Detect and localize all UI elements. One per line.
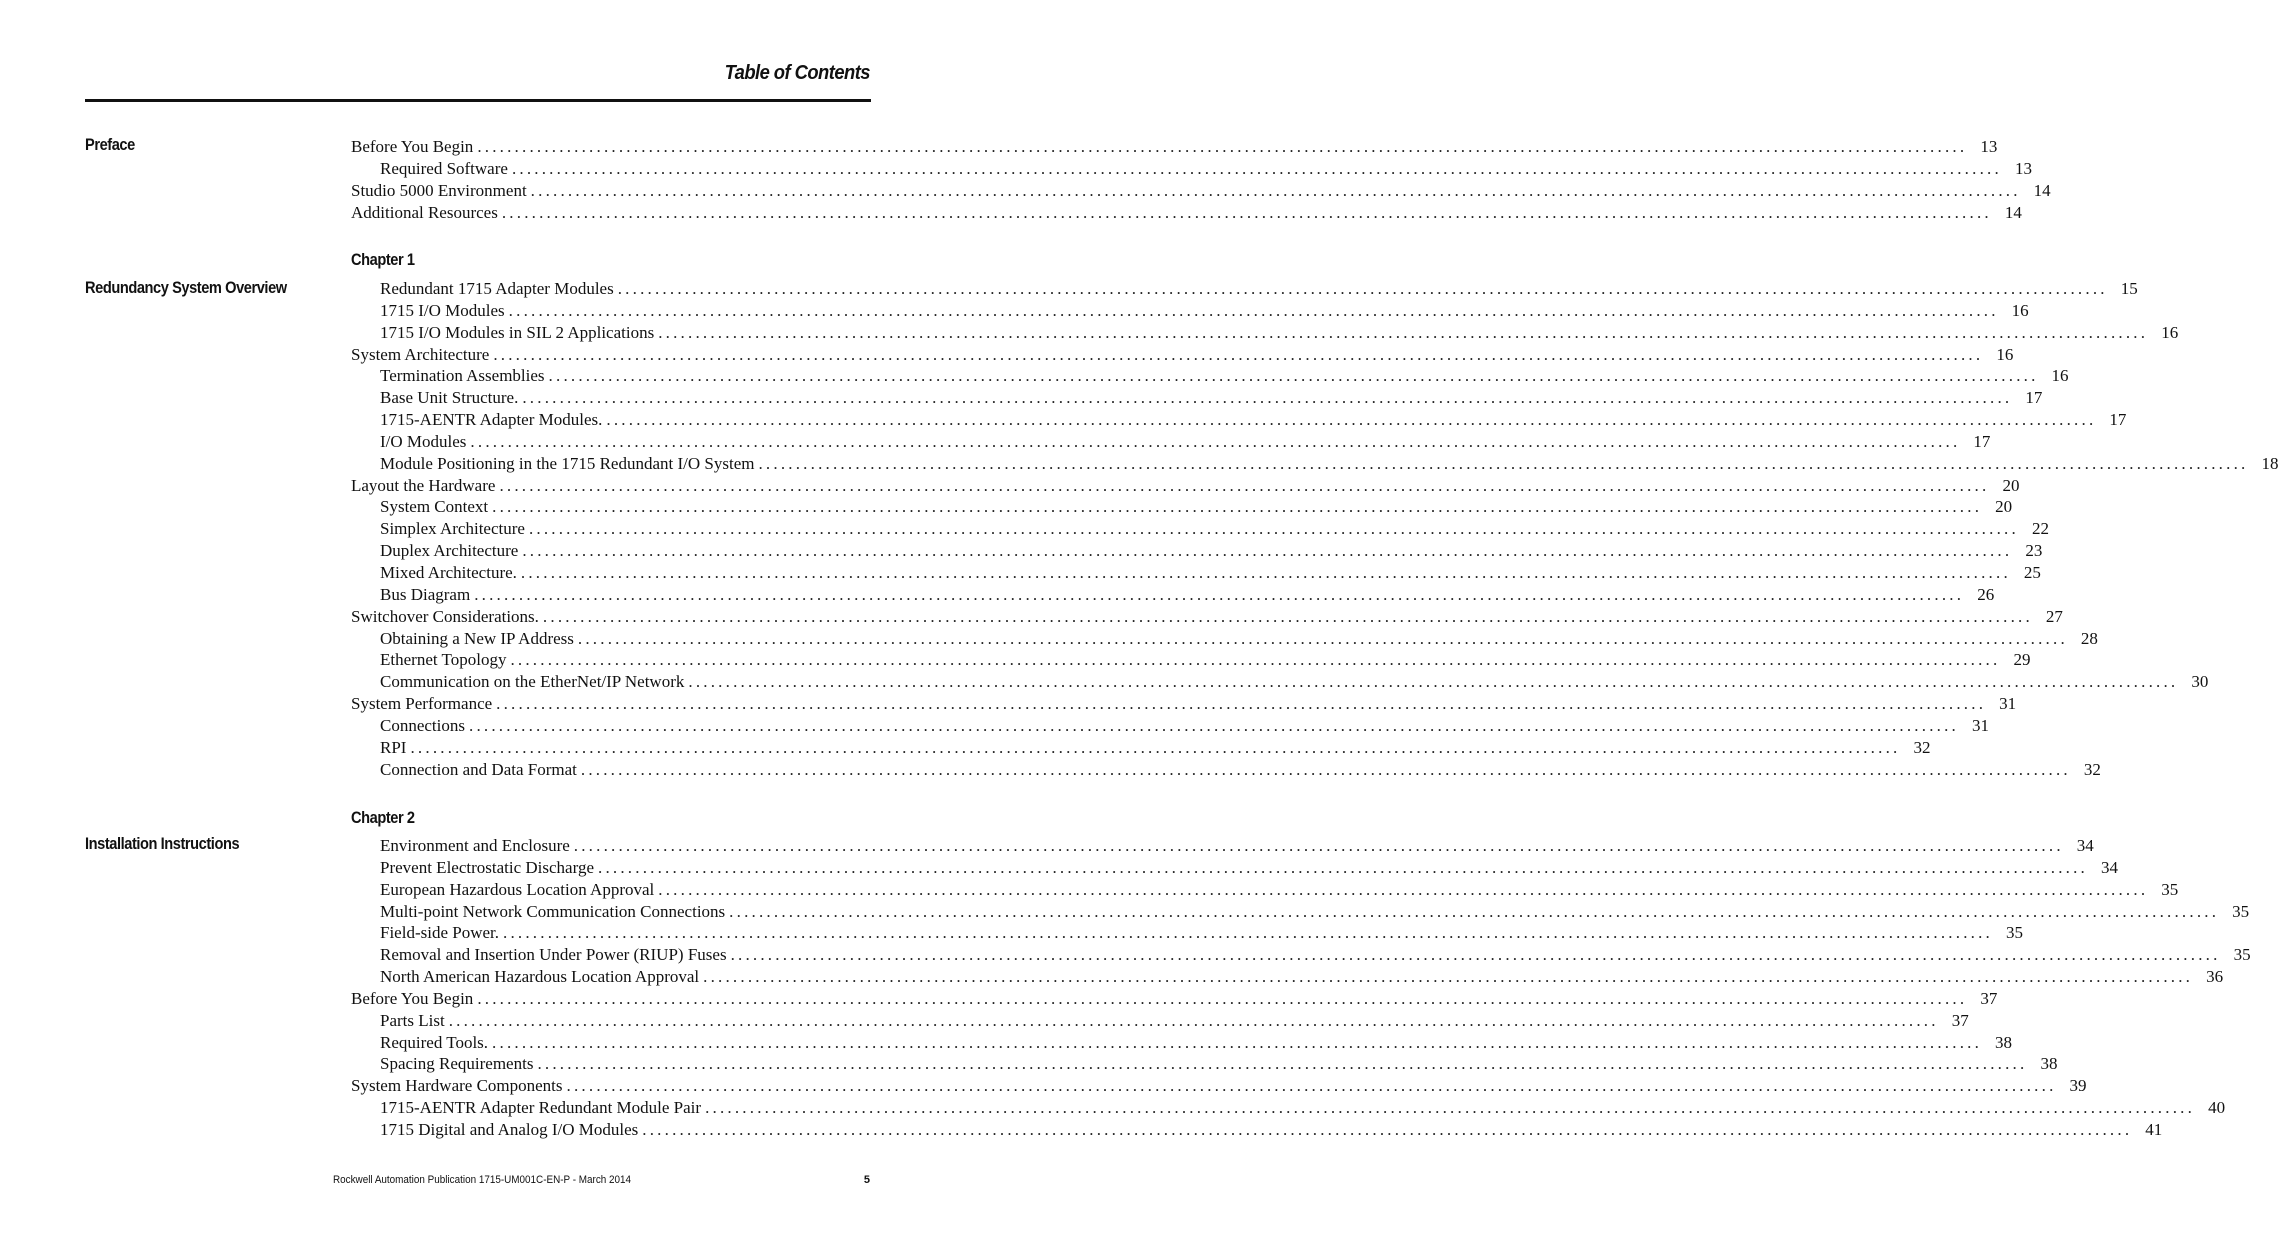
- toc-entry-page-number: 26: [1977, 584, 1995, 604]
- toc-entry-title: System Hardware Components: [351, 1076, 563, 1096]
- toc-entry-title: 1715 Digital and Analog I/O Modules: [380, 1119, 639, 1139]
- toc-entry[interactable]: [380, 1053, 2058, 1075]
- dot-leader: ........................................................................................................................................................................................................: [688, 672, 2179, 692]
- toc-entry-page-number: 18: [2261, 453, 2278, 473]
- dot-leader: ........................................................................................................................................................................................................: [522, 541, 2013, 561]
- section-title-redundancy-system-overview: Redundancy System Overview: [85, 278, 287, 297]
- toc-entry-title: Connection and Data Format: [380, 759, 577, 779]
- toc-entry[interactable]: [351, 344, 2014, 366]
- toc-entry-title: Communication on the EtherNet/IP Network: [380, 672, 685, 692]
- toc-entry-title: Mixed Architecture.: [380, 562, 517, 582]
- toc-entry-page-number: 40: [2208, 1098, 2226, 1118]
- dot-leader: ........................................................................................................................................................................................................: [496, 694, 1987, 714]
- toc-entry-page-number: 31: [1999, 694, 2017, 714]
- toc-entry[interactable]: [380, 431, 1991, 453]
- toc-entry-page-number: 32: [2083, 759, 2101, 779]
- toc-entry-page-number: 17: [1973, 431, 1991, 451]
- section-title-preface: Preface: [85, 135, 135, 154]
- toc-entry-title: Required Software: [380, 158, 508, 178]
- toc-entry-page-number: 16: [2011, 300, 2029, 320]
- toc-entry[interactable]: [380, 901, 2250, 923]
- toc-entry-title: Base Unit Structure.: [380, 388, 519, 408]
- toc-entry[interactable]: [380, 387, 2043, 409]
- dot-leader: ........................................................................................................................................................................................................: [606, 410, 2097, 430]
- toc-entry-title: System Context: [380, 497, 489, 517]
- chapter-1-label: Chapter 1: [351, 250, 415, 269]
- toc-entry-page-number: 38: [2040, 1054, 2058, 1074]
- header-rule: [85, 99, 871, 102]
- toc-entry[interactable]: [351, 202, 2022, 224]
- dot-leader: ........................................................................................................................................................................................................: [474, 584, 1965, 604]
- toc-entry[interactable]: [380, 1119, 2163, 1141]
- dot-leader: ........................................................................................................................................................................................................: [537, 1054, 2028, 1074]
- dot-leader: ........................................................................................................................................................................................................: [528, 519, 2019, 539]
- toc-entry-page-number: 25: [2023, 562, 2041, 582]
- toc-entry[interactable]: [380, 409, 2127, 431]
- toc-entry-title: Switchover Considerations.: [351, 606, 539, 626]
- dot-leader: ........................................................................................................................................................................................................: [642, 1119, 2133, 1139]
- dot-leader: ........................................................................................................................................................................................................: [658, 322, 2149, 342]
- toc-entry[interactable]: [380, 453, 2278, 475]
- toc-entry[interactable]: [351, 606, 2063, 628]
- toc-entry-page-number: 16: [1996, 344, 2014, 364]
- dot-leader: ........................................................................................................................................................................................................: [510, 650, 2001, 670]
- toc-entry-title: Field-side Power.: [380, 923, 499, 943]
- toc-entry[interactable]: [380, 1032, 2013, 1054]
- dot-leader: ........................................................................................................................................................................................................: [499, 475, 1990, 495]
- toc-entry-title: I/O Modules: [380, 431, 467, 451]
- dot-leader: ........................................................................................................................................................................................................: [522, 388, 2013, 408]
- toc-entry-page-number: 37: [1951, 1010, 1969, 1030]
- toc-entry[interactable]: [380, 649, 2031, 671]
- toc-entry-title: Parts List: [380, 1010, 445, 1030]
- toc-entry-page-number: 13: [1980, 137, 1998, 156]
- toc-entry-title: System Performance: [351, 694, 493, 714]
- toc-entry[interactable]: [380, 857, 2118, 879]
- toc-entry[interactable]: [380, 584, 1995, 606]
- dot-leader: ........................................................................................................................................................................................................: [658, 879, 2149, 899]
- toc-entry-page-number: 31: [1972, 715, 1989, 735]
- toc-entry-page-number: 35: [2233, 945, 2251, 965]
- toc-entry-page-number: 20: [2002, 475, 2020, 495]
- dot-leader: ........................................................................................................................................................................................................: [617, 279, 2108, 298]
- toc-entry[interactable]: [380, 322, 2179, 344]
- dot-leader: ........................................................................................................................................................................................................: [729, 901, 2220, 921]
- dot-leader: ........................................................................................................................................................................................................: [492, 1032, 1983, 1052]
- toc-entry[interactable]: [380, 944, 2251, 966]
- toc-entry-page-number: 35: [2006, 923, 2023, 943]
- toc-entry-title: 1715-AENTR Adapter Redundant Module Pair: [380, 1098, 702, 1118]
- toc-entry-page-number: 16: [2161, 322, 2179, 342]
- dot-leader: ........................................................................................................................................................................................................: [492, 497, 1983, 517]
- toc-entry[interactable]: [380, 835, 2094, 857]
- toc-entry[interactable]: [351, 180, 2051, 202]
- dot-leader: ........................................................................................................................................................................................................: [577, 628, 2068, 648]
- toc-entry-page-number: 16: [2051, 366, 2069, 386]
- dot-leader: ........................................................................................................................................................................................................: [542, 606, 2033, 626]
- dot-leader: ........................................................................................................................................................................................................: [705, 1098, 2196, 1118]
- toc-entry-title: 1715 I/O Modules: [380, 300, 505, 320]
- toc-entry-page-number: 34: [2076, 836, 2094, 855]
- dot-leader: ........................................................................................................................................................................................................: [566, 1076, 2057, 1096]
- toc-entry[interactable]: [380, 759, 2101, 781]
- toc-entry-title: Redundant 1715 Adapter Modules: [380, 279, 614, 298]
- toc-entry[interactable]: [351, 1075, 2087, 1097]
- dot-leader: ........................................................................................................................................................................................................: [703, 967, 2194, 987]
- toc-entry[interactable]: [351, 988, 1998, 1010]
- dot-leader: ........................................................................................................................................................................................................: [758, 453, 2249, 473]
- toc-entry-page-number: 14: [2004, 202, 2022, 222]
- toc-entry[interactable]: [380, 365, 2069, 387]
- dot-leader: ........................................................................................................................................................................................................: [580, 759, 2071, 779]
- toc-entry-page-number: 32: [1913, 737, 1931, 757]
- dot-leader: ........................................................................................................................................................................................................: [477, 137, 1968, 156]
- toc-entry[interactable]: [380, 1097, 2226, 1119]
- dot-leader: ........................................................................................................................................................................................................: [730, 945, 2221, 965]
- toc-entry-title: North American Hazardous Location Approval: [380, 967, 700, 987]
- toc-list-chapter-1: [0, 278, 2278, 780]
- dot-leader: ........................................................................................................................................................................................................: [448, 1010, 1939, 1030]
- dot-leader: ........................................................................................................................................................................................................: [470, 431, 1961, 451]
- toc-entry[interactable]: [351, 693, 2017, 715]
- toc-entry-title: Before You Begin: [351, 988, 474, 1008]
- toc-entry-title: Simplex Architecture: [380, 519, 525, 539]
- toc-entry[interactable]: [380, 518, 2049, 540]
- toc-entry-page-number: 23: [2025, 541, 2043, 561]
- dot-leader: ........................................................................................................................................................................................................: [508, 300, 1999, 320]
- toc-entry[interactable]: [351, 475, 2020, 497]
- toc-entry-title: Additional Resources: [351, 202, 498, 222]
- dot-leader: ........................................................................................................................................................................................................: [530, 180, 2021, 200]
- dot-leader: ........................................................................................................................................................................................................: [477, 988, 1968, 1008]
- dot-leader: ........................................................................................................................................................................................................: [503, 923, 1993, 943]
- toc-entry[interactable]: [380, 158, 2032, 180]
- toc-entry[interactable]: [380, 715, 1989, 737]
- toc-entry[interactable]: [380, 737, 1931, 759]
- dot-leader: ........................................................................................................................................................................................................: [548, 366, 2039, 386]
- toc-entry-title: Multi-point Network Communication Connections: [380, 901, 726, 921]
- toc-entry-page-number: 39: [2069, 1076, 2087, 1096]
- chapter-2-label: Chapter 2: [351, 808, 415, 827]
- toc-entry-page-number: 38: [1995, 1032, 2013, 1052]
- toc-entry[interactable]: [380, 562, 2041, 584]
- toc-list-chapter-2: [0, 835, 2251, 1141]
- toc-entry[interactable]: [380, 540, 2043, 562]
- toc-entry-page-number: 37: [1980, 988, 1998, 1008]
- toc-list-preface: [0, 136, 2051, 223]
- dot-leader: ........................................................................................................................................................................................................: [469, 715, 1959, 735]
- toc-entry-title: Spacing Requirements: [380, 1054, 534, 1074]
- toc-entry-page-number: 27: [2045, 606, 2063, 626]
- toc-entry-page-number: 22: [2031, 519, 2049, 539]
- footer-publication: Rockwell Automation Publication 1715-UM001C-EN-P - March 2014: [333, 1174, 632, 1186]
- toc-entry-title: Prevent Electrostatic Discharge: [380, 857, 594, 877]
- toc-entry[interactable]: [380, 922, 2023, 944]
- dot-leader: ........................................................................................................................................................................................................: [501, 202, 1992, 222]
- toc-entry-title: Obtaining a New IP Address: [380, 628, 574, 648]
- toc-entry-title: RPI: [380, 737, 407, 757]
- toc-entry[interactable]: [380, 278, 2138, 300]
- dot-leader: ........................................................................................................................................................................................................: [493, 344, 1984, 364]
- toc-entry[interactable]: [351, 136, 1998, 158]
- toc-entry-title: System Architecture: [351, 344, 490, 364]
- toc-entry-title: Removal and Insertion Under Power (RIUP) Fuses: [380, 945, 727, 965]
- toc-entry[interactable]: [380, 879, 2179, 901]
- dot-leader: ........................................................................................................................................................................................................: [573, 836, 2064, 855]
- dot-leader: ........................................................................................................................................................................................................: [520, 562, 2011, 582]
- toc-entry-page-number: 36: [2206, 967, 2224, 987]
- toc-entry-page-number: 20: [1995, 497, 2013, 517]
- page-header-title: Table of Contents: [724, 62, 870, 84]
- toc-entry[interactable]: [380, 628, 2098, 650]
- toc-entry-page-number: 34: [2101, 857, 2118, 877]
- toc-entry-title: Studio 5000 Environment: [351, 180, 527, 200]
- toc-entry-page-number: 41: [2145, 1119, 2163, 1139]
- toc-entry-title: Connections: [380, 715, 465, 735]
- toc-entry-page-number: 29: [2013, 650, 2031, 670]
- toc-entry[interactable]: [380, 300, 2029, 322]
- toc-entry-title: Environment and Enclosure: [380, 836, 570, 855]
- toc-entry-title: 1715 I/O Modules in SIL 2 Applications: [380, 322, 655, 342]
- toc-entry-title: Layout the Hardware: [351, 475, 496, 495]
- toc-entry-title: Bus Diagram: [380, 584, 471, 604]
- toc-entry-page-number: 35: [2161, 879, 2179, 899]
- toc-entry-page-number: 28: [2080, 628, 2098, 648]
- toc-entry-page-number: 17: [2025, 388, 2043, 408]
- toc-entry[interactable]: [380, 671, 2209, 693]
- toc-entry-page-number: 13: [2014, 158, 2032, 178]
- footer-page-number: 5: [863, 1174, 870, 1186]
- dot-leader: ........................................................................................................................................................................................................: [410, 737, 1901, 757]
- toc-entry-page-number: 15: [2120, 279, 2138, 298]
- toc-entry-title: Termination Assemblies: [380, 366, 545, 386]
- toc-entry-page-number: 17: [2109, 410, 2127, 430]
- toc-entry-title: Required Tools.: [380, 1032, 489, 1052]
- toc-entry-page-number: 30: [2191, 672, 2209, 692]
- toc-entry-title: European Hazardous Location Approval: [380, 879, 655, 899]
- section-title-installation-instructions: Installation Instructions: [85, 834, 240, 853]
- dot-leader: ........................................................................................................................................................................................................: [511, 158, 2002, 178]
- toc-entry[interactable]: [380, 496, 2013, 518]
- toc-entry-title: Duplex Architecture: [380, 541, 519, 561]
- toc-entry-title: Ethernet Topology: [380, 650, 507, 670]
- dot-leader: ........................................................................................................................................................................................................: [598, 857, 2088, 877]
- toc-entry[interactable]: [380, 1010, 1969, 1032]
- toc-entry[interactable]: [380, 966, 2224, 988]
- toc-entry-title: Module Positioning in the 1715 Redundant I/O System: [380, 453, 755, 473]
- toc-entry-page-number: 14: [2033, 180, 2051, 200]
- toc-entry-page-number: 35: [2232, 901, 2250, 921]
- toc-entry-title: Before You Begin: [351, 137, 474, 156]
- toc-entry-title: 1715-AENTR Adapter Modules.: [380, 410, 603, 430]
